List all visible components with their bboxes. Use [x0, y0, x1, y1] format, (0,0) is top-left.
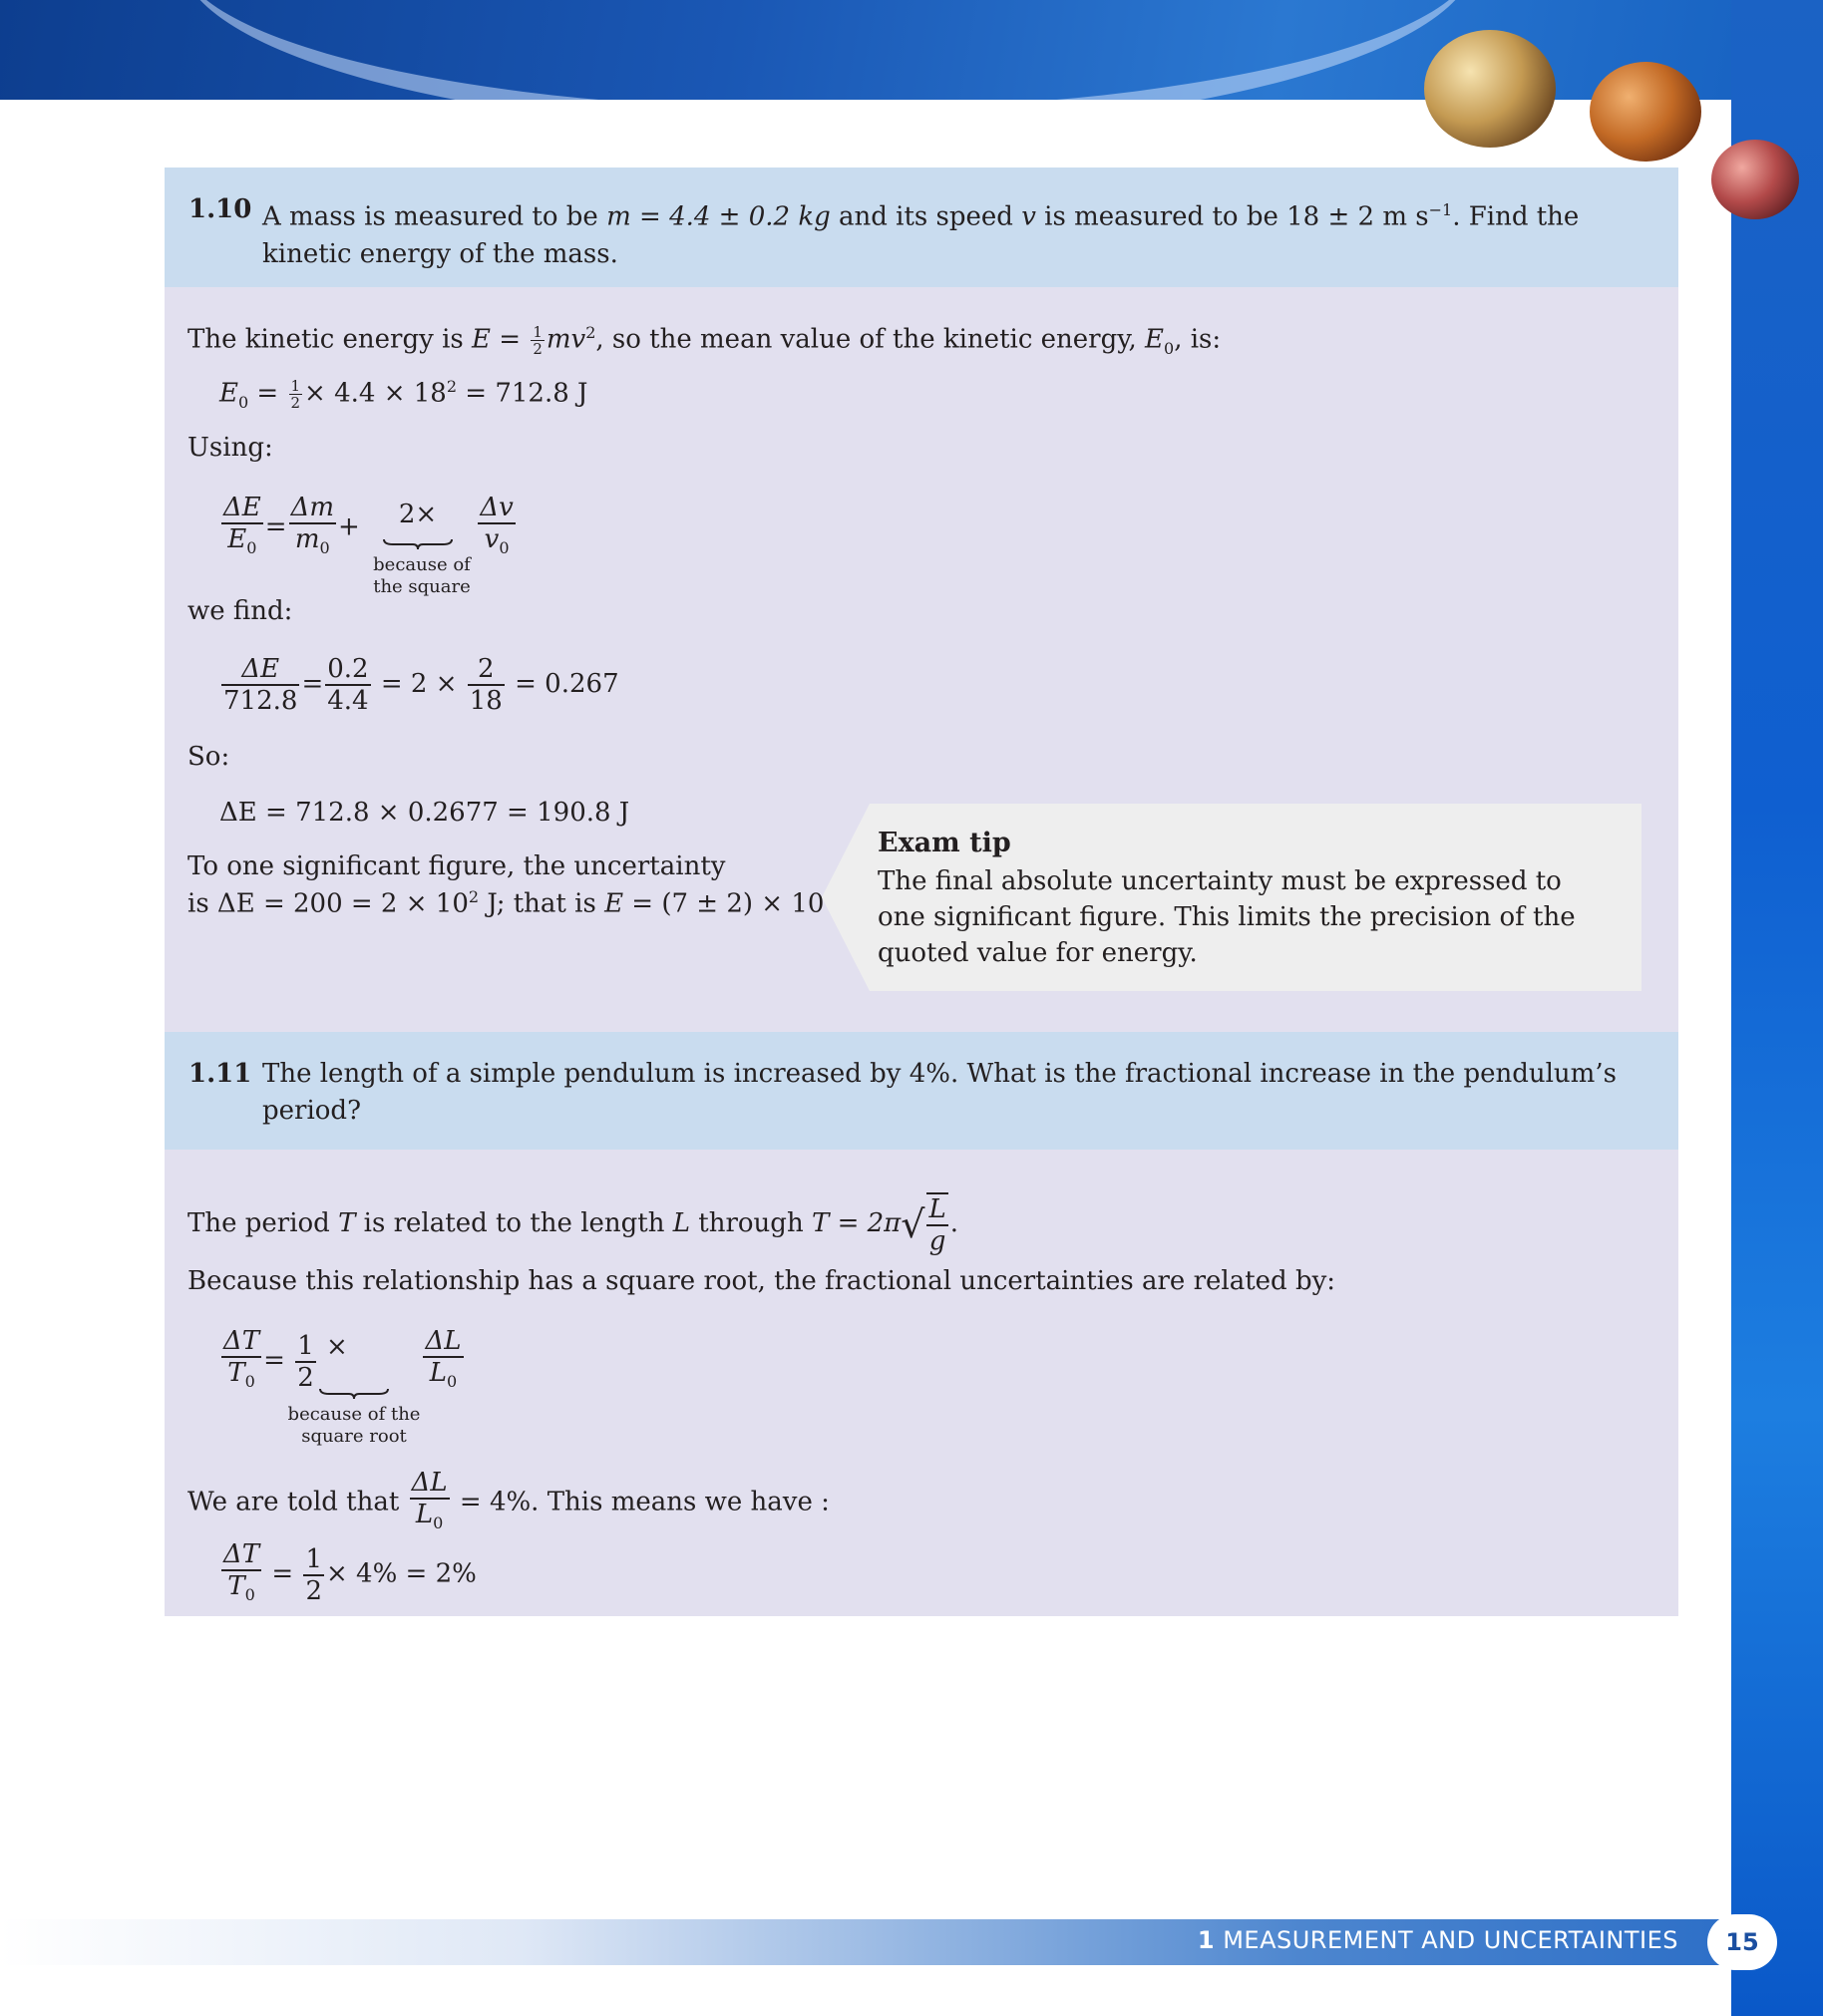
- exam-tip-title: Exam tip: [878, 828, 1011, 858]
- exam-tip-text: The final absolute uncertainty must be expressed to one significant figure. This limits the precision of the quoted value for energy.: [878, 866, 1576, 968]
- period-relation: The period T is related to the length L through T = 2π√ $\frac{L}{g}$ .: [187, 1194, 959, 1256]
- page-number: 15: [1707, 1914, 1777, 1970]
- mean-ke-equation: $E_0$ = $\frac{1}{2}$ × $4.4 \times 18^2 = 712.8$ J: [219, 377, 588, 413]
- brace-note-square: because of the square: [373, 554, 471, 597]
- told-line: We are told that $\frac{\Delta L}{L_0}$ = 4%. This means we have :: [187, 1468, 830, 1533]
- sqrt-sign: √: [901, 1202, 925, 1246]
- brace-note-square-root: because of the square root: [287, 1404, 421, 1447]
- final-result-equation: $\frac{\Delta T}{T_0}$ = $\frac{1}{2}$ × 4% = 2%: [223, 1539, 477, 1606]
- ke-definition: The kinetic energy is E = $\frac{1}{2}$ $mv^2$, so the mean value of the kinetic energy, $E_0$, is:: [187, 323, 1222, 359]
- computed-ratio-equation: $\frac{\Delta E}{712.8}$ = $\frac{0.2}{4.4}$ = 2 × $\frac{2}{18}$ = 0.267: [223, 654, 619, 716]
- question-number: 1.10: [188, 194, 252, 224]
- question-1-11: [165, 1032, 1678, 1150]
- so-label: So:: [187, 742, 230, 772]
- underbrace-2: [319, 1388, 389, 1400]
- question-number: 1.11: [188, 1059, 252, 1089]
- question-text: A mass is measured to be m = 4.4 ± 0.2 kg and its speed v is measured to be 18 ± 2 m $s^{-1}$. Find the kinetic energy of the mass.: [262, 200, 1580, 269]
- delta-e-result: ΔE = 712.8 × 0.2677 = 190.8 J: [219, 798, 630, 828]
- planet-image-1: [1424, 30, 1556, 148]
- sig-fig-line-1: To one significant figure, the uncertainty: [187, 851, 726, 881]
- we-find-label: we find:: [187, 596, 293, 626]
- using-label: Using:: [187, 433, 273, 463]
- chapter-title: 1 MEASUREMENT AND UNCERTAINTIES: [1197, 1926, 1678, 1954]
- question-1-10: [165, 168, 1678, 287]
- question-text: The length of a simple pendulum is increased by 4%. What is the fractional increase in the pendulum’s period?: [262, 1059, 1617, 1126]
- planet-image-3: [1711, 140, 1799, 219]
- sig-fig-line-2: is $\Delta E = 200 = 2 \times 10^2$ J; that is E = (7 ± 2) × 10: [187, 887, 825, 919]
- fractional-relation: $\frac{\Delta T}{T_0}$ = $\frac{1}{2}$ × $\frac{\Delta L}{L_0}$: [223, 1326, 462, 1393]
- underbrace-1: [383, 538, 453, 550]
- side-band: [1731, 0, 1823, 2016]
- square-root-explanation: Because this relationship has a square root, the fractional uncertainties are related by:: [187, 1266, 1336, 1296]
- uncertainty-formula: $\frac{\Delta E}{E_0}$ = $\frac{\Delta m}{m_0}$ + 2× $\frac{\Delta v}{v_0}$: [223, 493, 514, 558]
- planet-image-2: [1590, 62, 1701, 162]
